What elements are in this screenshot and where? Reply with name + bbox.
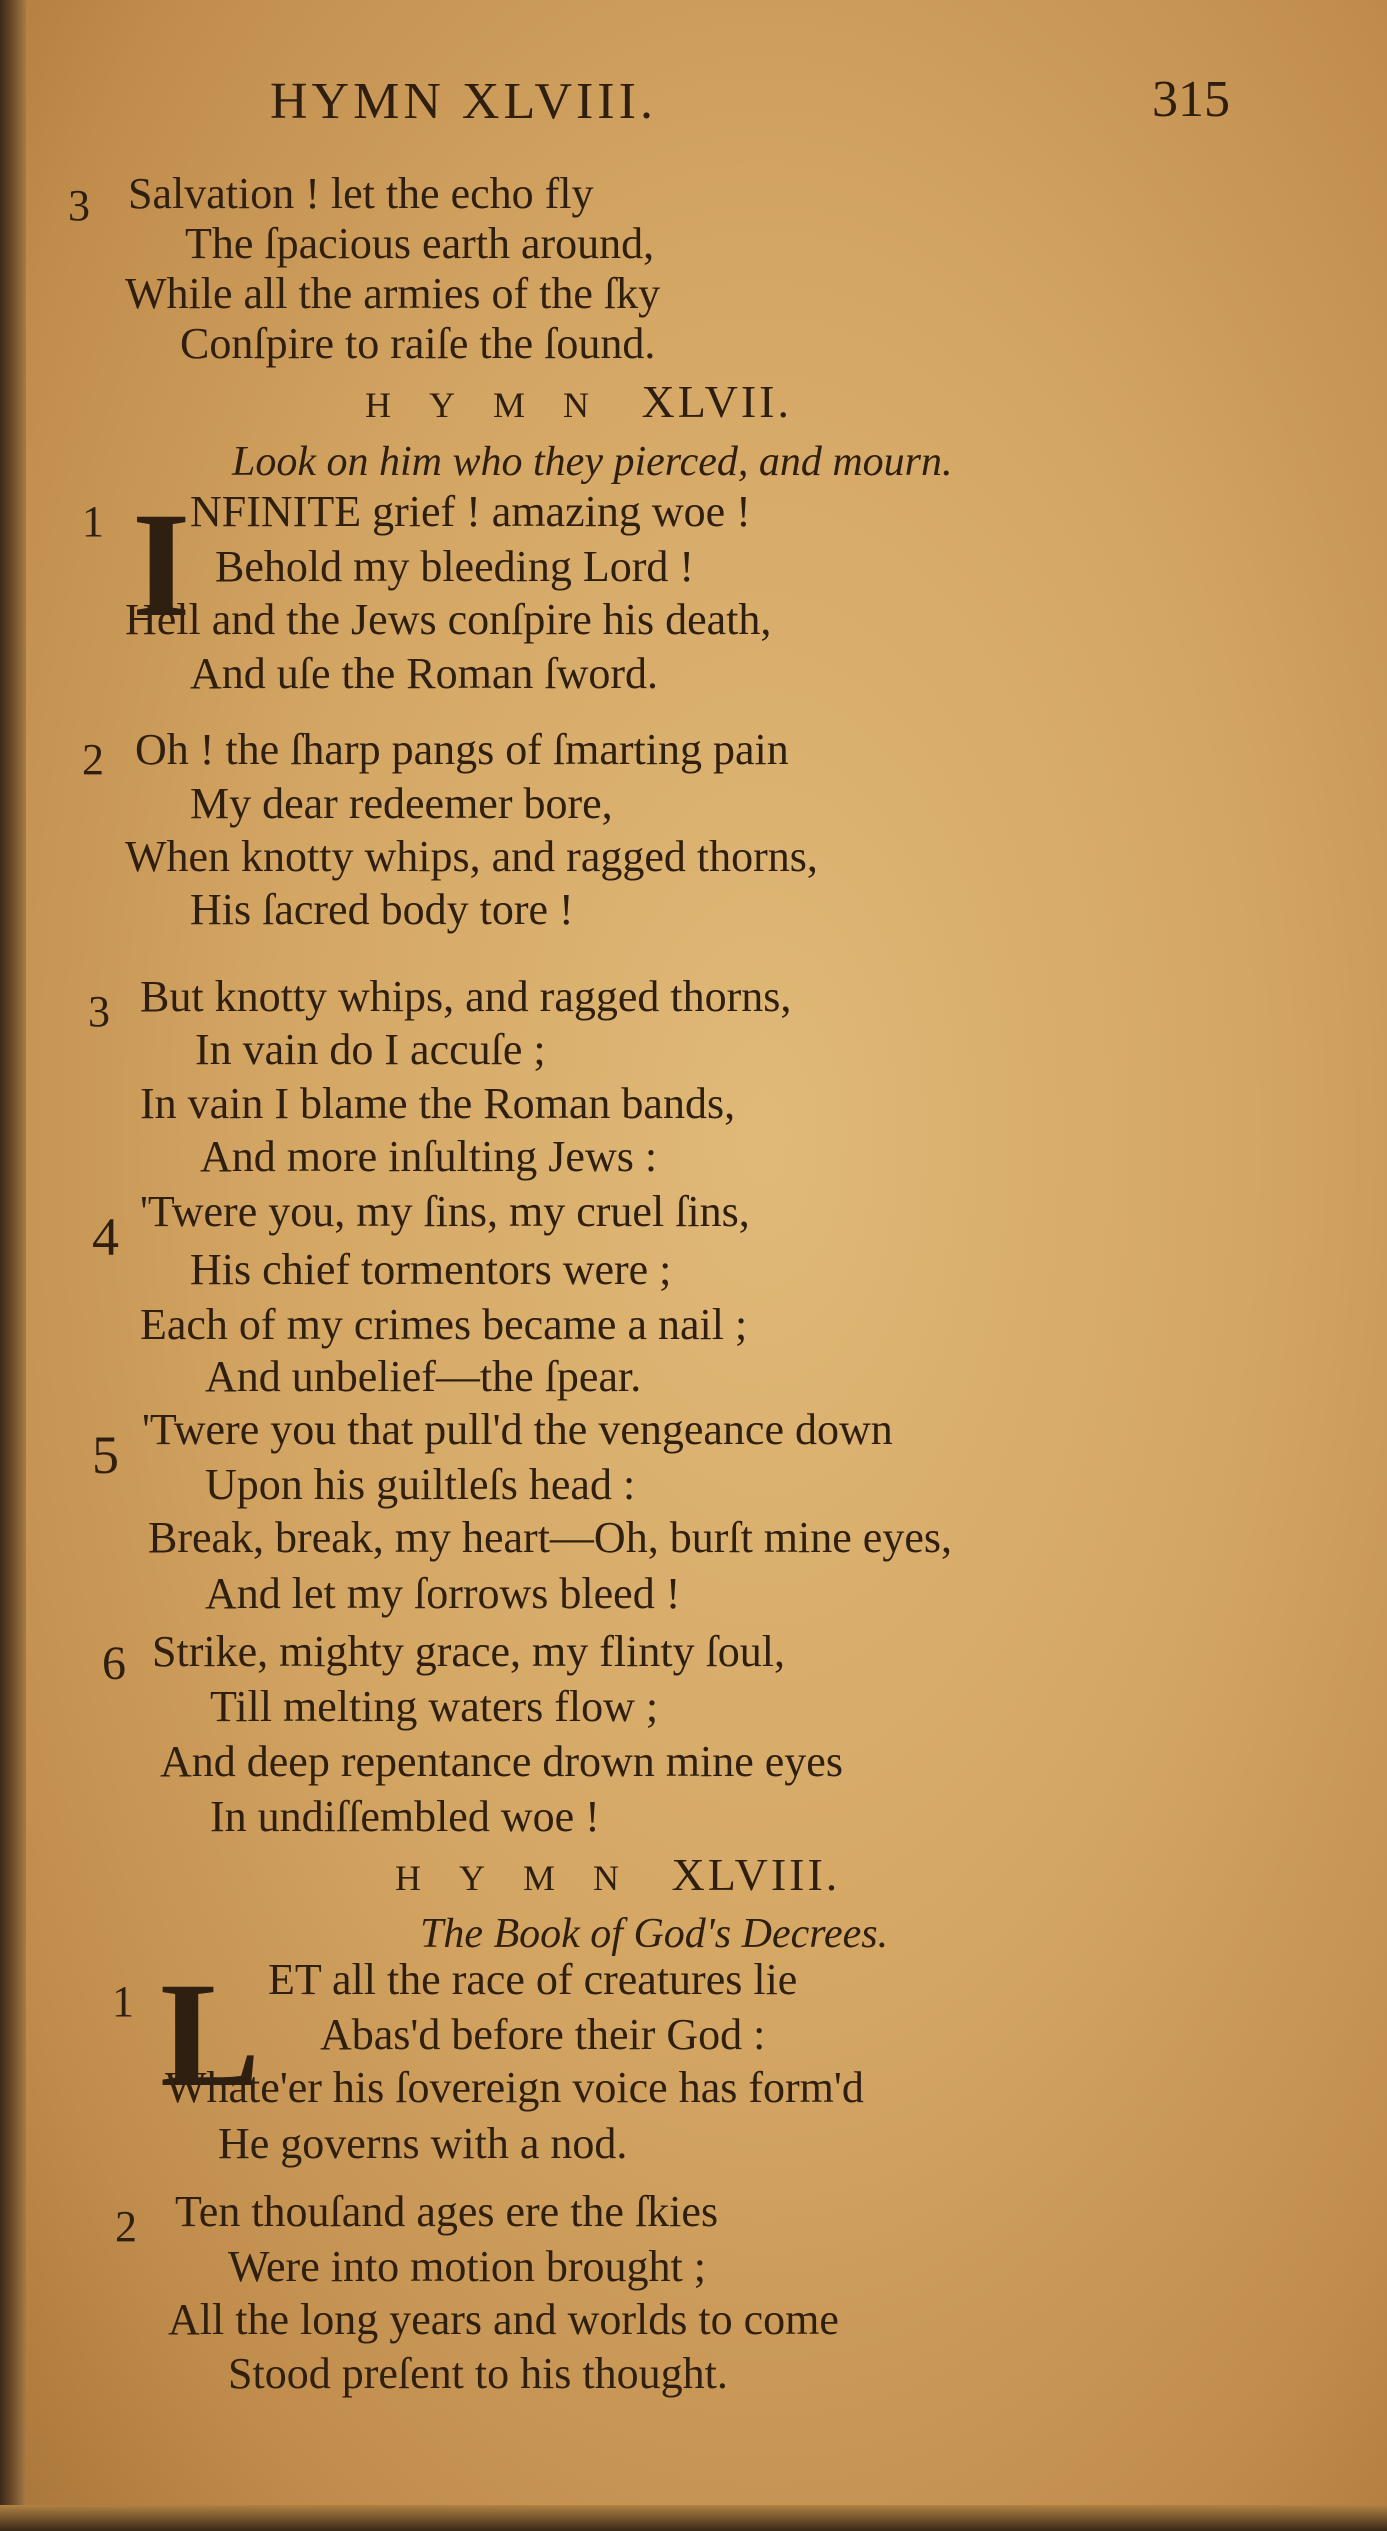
hymn-line: While all the armies of the ſky — [125, 269, 661, 318]
hymn-line: And more inſulting Jews : — [200, 1132, 658, 1181]
hymn-line: When knotty whips, and ragged thorns, — [125, 832, 818, 881]
verse-number: 2 — [115, 2202, 137, 2251]
hymn-line: Were into motion brought ; — [228, 2242, 706, 2291]
drop-cap: L — [160, 1952, 261, 2118]
verse-number: 1 — [82, 497, 104, 546]
hymn-line: Whate'er his ſovereign voice has form'd — [165, 2063, 864, 2112]
hymn-heading: HYMN XLVIII. — [395, 1849, 841, 1900]
hymn-line: Each of my crimes became a nail ; — [140, 1300, 748, 1349]
hymn-line: Behold my bleeding Lord ! — [215, 542, 695, 591]
running-head: HYMN XLVIII. — [270, 73, 657, 130]
hymn-line: In vain do I accuſe ; — [195, 1025, 546, 1074]
verse-number: 3 — [68, 181, 90, 230]
hymn-line: ET all the race of creatures lie — [268, 1955, 798, 2004]
hymn-line: Stood preſent to his thought. — [228, 2349, 728, 2398]
hymn-line: In undiſſembled woe ! — [210, 1792, 600, 1841]
page-number: 315 — [1152, 71, 1230, 128]
hymn-line: Ten thouſand ages ere the ſkies — [175, 2187, 719, 2236]
hymn-heading: HYMN XLVII. — [365, 376, 792, 427]
hymn-line: Abas'd before their God : — [320, 2010, 766, 2059]
hymn-line: And uſe the Roman ſword. — [190, 649, 659, 698]
hymn-line: All the long years and worlds to come — [168, 2295, 839, 2344]
hymn-line: Strike, mighty grace, my flinty ſoul, — [152, 1627, 786, 1676]
hymn-line: Salvation ! let the echo fly — [128, 169, 594, 218]
hymn-line: He governs with a nod. — [218, 2119, 628, 2168]
hymn-line: Hell and the Jews conſpire his death, — [125, 595, 772, 644]
hymn-line: In vain I blame the Roman bands, — [140, 1079, 736, 1128]
page-bottom-edge — [0, 2505, 1387, 2531]
verse-number: 6 — [102, 1637, 126, 1690]
hymn-line: NFINITE grief ! amazing woe ! — [190, 487, 751, 536]
hymn-line: Conſpire to raiſe the ſound. — [180, 319, 656, 368]
hymn-line: And let my ſorrows bleed ! — [205, 1569, 681, 1618]
hymn-line: But knotty whips, and ragged thorns, — [140, 972, 792, 1021]
hymn-line: Till melting waters flow ; — [210, 1682, 659, 1731]
drop-cap: I — [132, 482, 191, 648]
hymn-line: 'Twere you, my ſins, my cruel ſins, — [140, 1187, 750, 1236]
verse-number: 5 — [92, 1425, 119, 1485]
verse-number: 1 — [112, 1977, 134, 2026]
hymn-line: Upon his guiltleſs head : — [205, 1460, 636, 1509]
hymn-subtitle: Look on him who they pierced, and mourn. — [232, 439, 953, 485]
verse-number: 3 — [88, 987, 110, 1036]
hymn-line: My dear redeemer bore, — [190, 779, 613, 828]
book-spine-shadow — [0, 0, 26, 2531]
hymn-line: Break, break, my heart—Oh, burſt mine eyes, — [148, 1513, 952, 1562]
hymn-line: The ſpacious earth around, — [185, 219, 655, 268]
hymn-line: Oh ! the ſharp pangs of ſmarting pain — [135, 725, 789, 774]
hymn-line: His chief tormentors were ; — [190, 1245, 672, 1294]
hymn-line: His ſacred body tore ! — [190, 885, 574, 934]
hymn-line: And deep repentance drown mine eyes — [160, 1737, 843, 1786]
hymn-line: 'Twere you that pull'd the vengeance down — [142, 1405, 893, 1454]
hymn-subtitle: The Book of God's Decrees. — [420, 1911, 889, 1957]
verse-number: 2 — [82, 735, 104, 784]
verse-number: 4 — [92, 1207, 119, 1267]
hymn-line: And unbelief—the ſpear. — [205, 1352, 642, 1401]
